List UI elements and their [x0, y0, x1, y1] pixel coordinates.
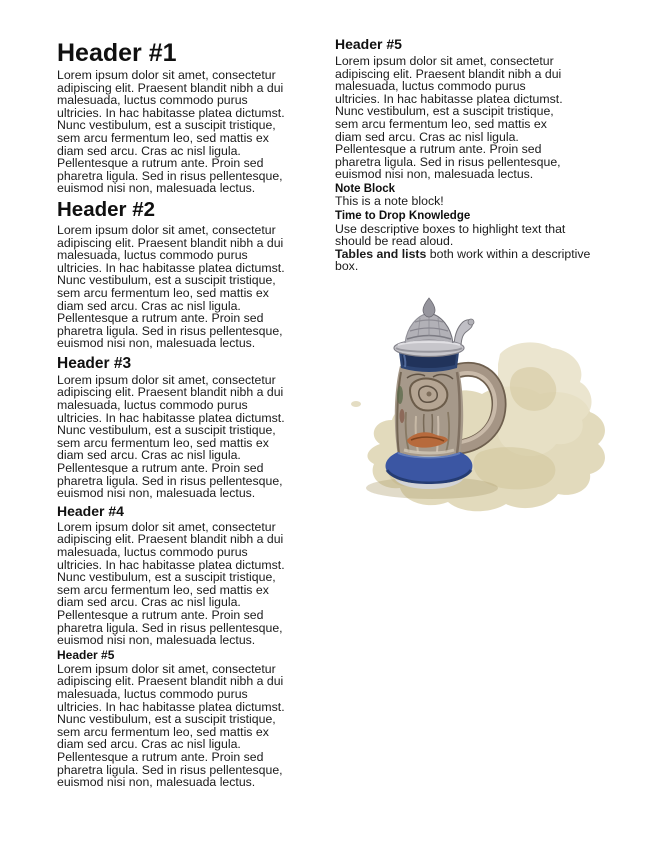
right-section-paragraph: Lorem ipsum dolor sit amet, consectetur adipiscing elit. Praesent blandit nibh a dui malesuada, luctus commodo purus ultricies. In hac habitasse platea dictumst. Nunc vestibulum, est a suscipit tristique, sem arcu fermentum leo, sed mattis ex diam sed arcu. Cras ac nisl ligula. Pellentesque a rutrum ante. Proin sed pharetra ligula. Sed in risus pellentesque, euismod nisi non, malesuada lectus.	[335, 54, 563, 182]
note-block-title: Note Block	[335, 182, 396, 195]
stein-lid	[394, 298, 464, 357]
knowledge-title: Time to Drop Knowledge	[335, 210, 471, 223]
tables-note-rest: both work within a descriptive box.	[335, 246, 591, 274]
section-header-2: Header #2	[57, 197, 156, 221]
stein-body	[395, 366, 463, 456]
beer-stein-image	[350, 292, 635, 522]
right-section-header-5: Header #5	[335, 36, 402, 52]
right-column	[335, 0, 595, 274]
section-header-4: Header #4	[57, 502, 124, 519]
section-paragraph-4: Lorem ipsum dolor sit amet, consectetur adipiscing elit. Praesent blandit nibh a dui malesuada, luctus commodo purus ultricies. In hac habitasse platea dictumst. Nunc vestibulum, est a suscipit tristique, sem arcu fermentum leo, sed mattis ex diam sed arcu. Cras ac nisl ligula. Pellentesque a rutrum ante. Proin sed pharetra ligula. Sed in risus pellentesque, euismod nisi non, malesuada lectus.	[57, 519, 285, 648]
section-header-3: Header #3	[57, 354, 132, 372]
section-header-5: Header #5	[57, 647, 115, 662]
knowledge-text: Use descriptive boxes to highlight text that should be read aloud.	[335, 221, 566, 249]
section-header-1: Header #1	[57, 39, 177, 67]
left-column	[57, 0, 313, 790]
beer-stein-illustration	[350, 292, 635, 522]
section-paragraph-5: Lorem ipsum dolor sit amet, consectetur adipiscing elit. Praesent blandit nibh a dui malesuada, luctus commodo purus ultricies. In hac habitasse platea dictumst. Nunc vestibulum, est a suscipit tristique, sem arcu fermentum leo, sed mattis ex diam sed arcu. Cras ac nisl ligula. Pellentesque a rutrum ante. Proin sed pharetra ligula. Sed in risus pellentesque, euismod nisi non, malesuada lectus.	[57, 661, 285, 790]
section-paragraph-1: Lorem ipsum dolor sit amet, consectetur adipiscing elit. Praesent blandit nibh a dui malesuada, luctus commodo purus ultricies. In hac habitasse platea dictumst. Nunc vestibulum, est a suscipit tristique, sem arcu fermentum leo, sed mattis ex diam sed arcu. Cras ac nisl ligula. Pellentesque a rutrum ante. Proin sed pharetra ligula. Sed in risus pellentesque, euismod nisi non, malesuada lectus.	[57, 68, 285, 196]
note-block-text: This is a note block!	[335, 194, 444, 209]
stein-finial	[423, 298, 435, 317]
tables-note-bold: Tables and lists	[335, 246, 427, 261]
section-paragraph-2: Lorem ipsum dolor sit amet, consectetur adipiscing elit. Praesent blandit nibh a dui malesuada, luctus commodo purus ultricies. In hac habitasse platea dictumst. Nunc vestibulum, est a suscipit tristique, sem arcu fermentum leo, sed mattis ex diam sed arcu. Cras ac nisl ligula. Pellentesque a rutrum ante. Proin sed pharetra ligula. Sed in risus pellentesque, euismod nisi non, malesuada lectus.	[57, 222, 285, 351]
tables-note	[335, 248, 595, 273]
section-paragraph-3: Lorem ipsum dolor sit amet, consectetur adipiscing elit. Praesent blandit nibh a dui malesuada, luctus commodo purus ultricies. In hac habitasse platea dictumst. Nunc vestibulum, est a suscipit tristique, sem arcu fermentum leo, sed mattis ex diam sed arcu. Cras ac nisl ligula. Pellentesque a rutrum ante. Proin sed pharetra ligula. Sed in risus pellentesque, euismod nisi non, malesuada lectus.	[57, 372, 285, 501]
